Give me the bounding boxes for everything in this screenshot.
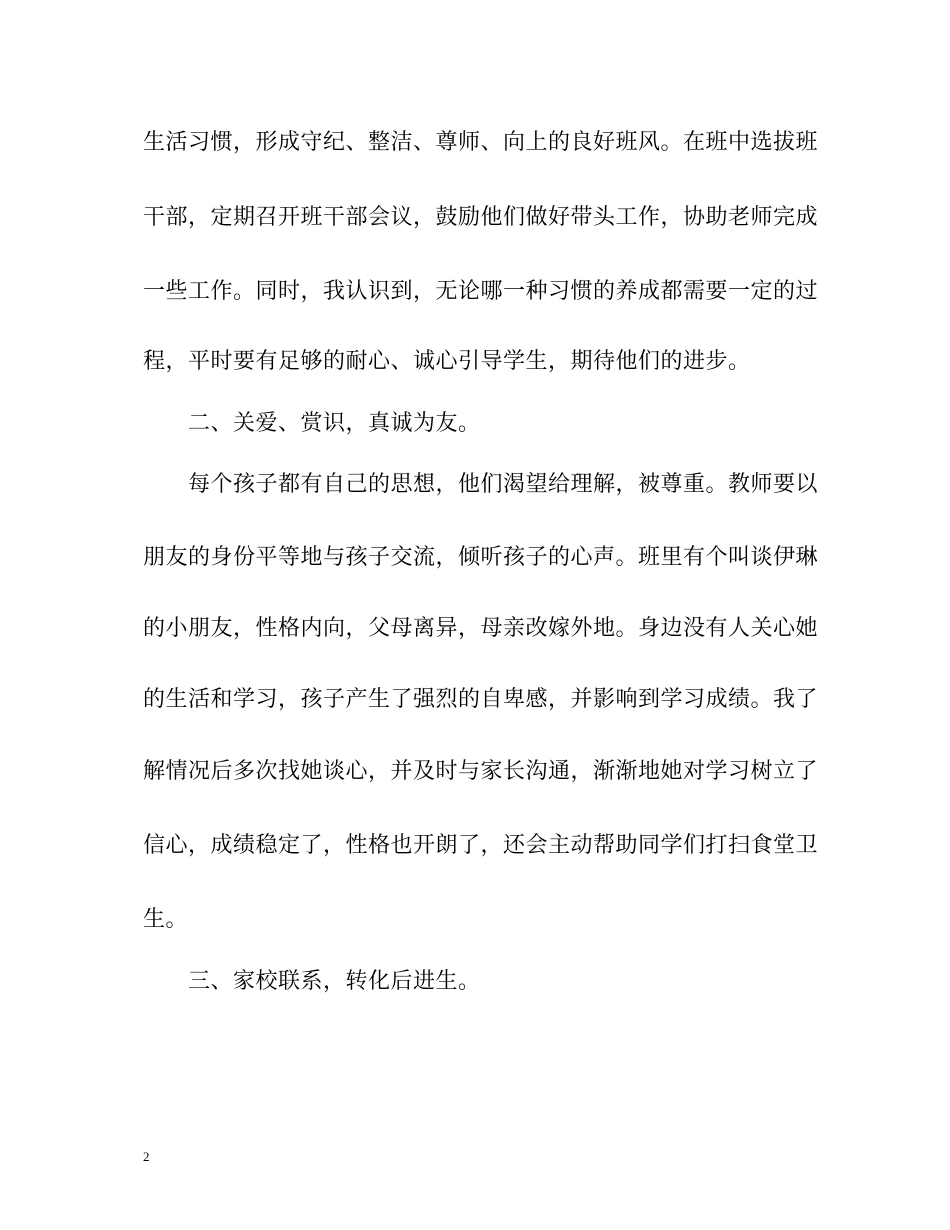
paragraph-2-line-6: 信心，成绩稳定了，性格也开朗了，还会主动帮助同学们打扫食堂卫 <box>143 833 819 858</box>
paragraph-1-line-1: 生活习惯，形成守纪、整洁、尊师、向上的良好班风。在班中选拔班 <box>143 130 819 155</box>
paragraph-2-line-3: 的小朋友，性格内向，父母离异，母亲改嫁外地。身边没有人关心她 <box>143 616 819 641</box>
paragraph-1-line-2: 干部，定期召开班干部会议，鼓励他们做好带头工作，协助老师完成 <box>143 205 819 230</box>
paragraph-2-line-7: 生。 <box>143 907 189 932</box>
paragraph-2-line-2: 朋友的身份平等地与孩子交流，倾听孩子的心声。班里有个叫谈伊琳 <box>143 545 819 570</box>
paragraph-2-line-4: 的生活和学习，孩子产生了强烈的自卑感，并影响到学习成绩。我了 <box>143 687 819 712</box>
paragraph-2-line-5: 解情况后多次找她谈心，并及时与家长沟通，渐渐地她对学习树立了 <box>143 759 819 784</box>
paragraph-1-line-4: 程，平时要有足够的耐心、诚心引导学生，期待他们的进步。 <box>143 349 751 374</box>
section-heading-2: 二、关爱、赏识，真诚为友。 <box>188 411 481 436</box>
paragraph-2-line-1: 每个孩子都有自己的思想，他们渴望给理解，被尊重。教师要以 <box>188 472 819 497</box>
page-number: 2 <box>143 1149 150 1164</box>
section-heading-3: 三、家校联系，转化后进生。 <box>188 969 481 994</box>
paragraph-1-line-3: 一些工作。同时，我认识到，无论哪一种习惯的养成都需要一定的过 <box>143 279 819 304</box>
